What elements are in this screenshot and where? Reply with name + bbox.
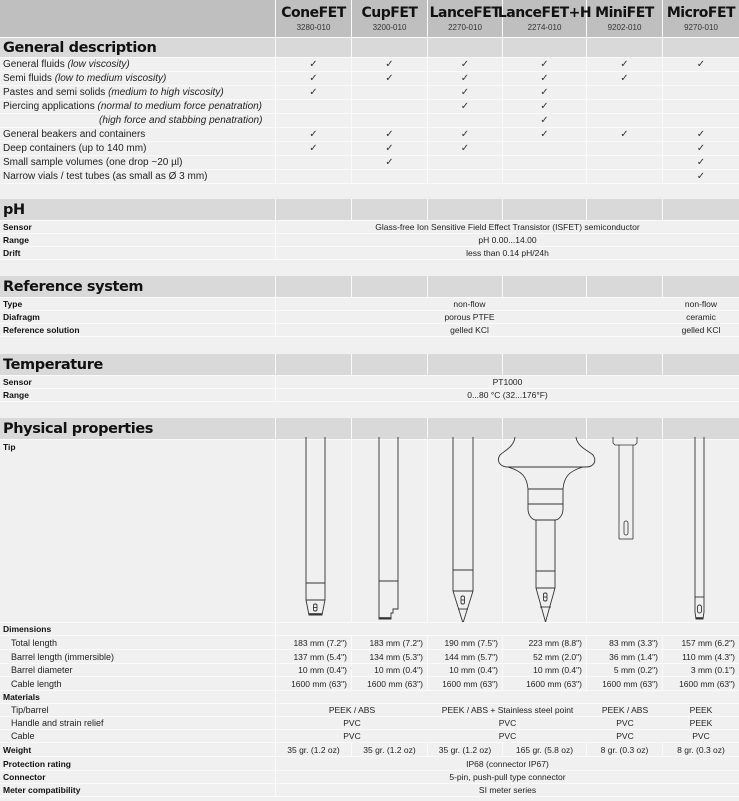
ph-drift-value: less than 0.14 pH/24h	[466, 248, 549, 258]
check-cell-conefet	[276, 156, 352, 169]
row-label	[0, 128, 276, 141]
row-label	[0, 142, 276, 155]
ref-solution-row	[0, 324, 739, 337]
row-label	[0, 114, 276, 127]
connector-row	[0, 771, 739, 784]
product-code: 2270-010	[448, 22, 482, 32]
product-name: CupFET	[361, 4, 418, 21]
cable-micro: PVC	[692, 731, 710, 741]
general-description-row	[0, 142, 739, 156]
check-cell-cupfet	[352, 142, 428, 155]
row-label: Range	[0, 389, 276, 401]
protection-value: IP68 (connector IP67)	[466, 759, 549, 769]
check-cell-cupfet	[352, 156, 428, 169]
row-label: Drift	[0, 247, 276, 259]
check-cell-microfet	[663, 128, 739, 141]
check-cell-lancefet	[428, 128, 503, 141]
row-label-text: Semi fluids	[3, 73, 55, 84]
dimension-value: 1600 mm (63")	[503, 677, 587, 690]
minifet-tip-icon	[613, 437, 637, 539]
check-cell-lancefet-hh	[503, 156, 587, 169]
general-description-row	[0, 100, 739, 114]
materials-tip-barrel-row	[0, 704, 739, 717]
checkmark-icon: ✓	[460, 73, 470, 84]
checkmark-icon: ✓	[696, 129, 706, 140]
dimension-value: 36 mm (1.4")	[587, 650, 663, 663]
checkmark-icon: ✓	[696, 171, 706, 182]
check-cell-microfet	[663, 142, 739, 155]
dimension-row-barrel-diameter	[0, 663, 739, 677]
ph-range-row	[0, 234, 739, 247]
tip-barrel-cone-cup: PEEK / ABS	[328, 705, 376, 715]
check-cell-cupfet	[352, 72, 428, 85]
section-ph	[0, 199, 739, 221]
check-cell-minifet	[587, 128, 663, 141]
check-cell-lancefet	[428, 156, 503, 169]
weight-value: 8 gr. (0.3 oz)	[677, 744, 725, 755]
weight-value: 8 gr. (0.3 oz)	[587, 743, 663, 756]
temp-range-value: 0...80 °C (32...176°F)	[467, 390, 548, 400]
materials-cable-row	[0, 730, 739, 743]
row-label-text: General beakers and containers	[3, 129, 146, 140]
check-cell-cupfet	[352, 170, 428, 183]
check-cell-lancefet-hh	[503, 58, 587, 71]
dimension-value: 52 mm (2.0")	[503, 650, 587, 663]
check-cell-lancefet-hh	[503, 114, 587, 127]
row-label-note: (low viscosity)	[67, 59, 130, 70]
weight-value: 35 gr. (1.2 oz)	[352, 743, 428, 756]
check-cell-minifet	[587, 170, 663, 183]
product-header-lancefet-h	[497, 0, 592, 37]
dimension-row-cable-length	[0, 677, 739, 691]
temp-sensor-row	[0, 376, 739, 389]
product-name: MiniFET	[595, 4, 654, 21]
checkmark-icon: ✓	[620, 73, 629, 84]
row-label	[0, 170, 276, 183]
row-label-note: (low to medium viscosity)	[54, 73, 167, 84]
row-label-text: Small sample volumes (one drop ~20 µl)	[3, 157, 183, 168]
product-header-cupfet	[352, 0, 428, 37]
section-title: Physical properties	[0, 418, 276, 439]
general-description-row	[0, 86, 739, 100]
cupfet-tip-icon	[379, 437, 398, 619]
check-cell-minifet	[587, 58, 663, 71]
dimension-value: 110 mm (4.3")	[682, 651, 735, 662]
lancefet-h-tip-icon	[498, 437, 594, 622]
row-label-note: (medium to high viscosity)	[108, 87, 224, 98]
temp-range-row	[0, 389, 739, 402]
check-cell-microfet	[663, 156, 739, 169]
row-label: Range	[0, 234, 276, 246]
ref-type-value: non-flow	[453, 299, 486, 309]
materials-header-row	[0, 691, 739, 704]
group-label: Materials	[0, 691, 276, 703]
handle-mini: PVC	[616, 718, 634, 728]
cable-mini: PVC	[616, 731, 634, 741]
ref-diafragm-value-micro: ceramic	[686, 312, 716, 322]
check-cell-conefet	[276, 72, 352, 85]
row-label	[0, 58, 276, 71]
checkmark-icon: ✓	[620, 129, 629, 140]
ref-solution-value: gelled KCl	[450, 325, 489, 335]
temp-sensor-value: PT1000	[492, 377, 523, 387]
handle-cone-cup: PVC	[343, 718, 361, 728]
dimension-value: 1600 mm (63")	[276, 677, 352, 690]
cable-cone-cup: PVC	[343, 731, 361, 741]
row-label: Total length	[0, 636, 276, 649]
meter-compatibility-value: SI meter series	[478, 785, 537, 795]
probe-tip-drawings	[0, 437, 739, 622]
dimension-value: 144 mm (5.7")	[428, 650, 503, 663]
weight-row	[0, 743, 739, 757]
check-cell-lancefet	[428, 58, 503, 71]
ph-drift-row	[0, 247, 739, 260]
dimension-value: 5 mm (0.2")	[587, 663, 663, 676]
materials-handle-row	[0, 717, 739, 730]
general-description-row	[0, 156, 739, 170]
check-cell-lancefet-hh	[503, 142, 587, 155]
product-header-conefet	[276, 0, 352, 37]
checkmark-icon: ✓	[385, 129, 394, 140]
dimension-value: 10 mm (0.4")	[352, 663, 428, 676]
product-header-microfet	[663, 0, 739, 37]
check-cell-conefet	[276, 114, 352, 127]
microfet-tip-icon	[695, 437, 704, 619]
weight-value: 35 gr. (1.2 oz)	[428, 743, 503, 756]
checkmark-icon: ✓	[309, 87, 318, 98]
section-title: Reference system	[0, 276, 276, 297]
tip-barrel-lance: PEEK / ABS + Stainless steel point	[441, 705, 574, 715]
group-label: Dimensions	[0, 623, 276, 635]
check-cell-microfet	[663, 86, 739, 99]
checkmark-icon: ✓	[309, 73, 318, 84]
ref-type-row	[0, 298, 739, 311]
row-label: Cable	[0, 730, 276, 742]
ph-sensor-row	[0, 221, 739, 234]
checkmark-icon: ✓	[540, 87, 549, 98]
checkmark-icon: ✓	[385, 73, 394, 84]
check-cell-lancefet-hh	[503, 170, 587, 183]
dimension-value: 10 mm (0.4")	[503, 663, 587, 676]
ref-solution-value-micro: gelled KCl	[681, 325, 721, 335]
checkmark-icon: ✓	[540, 59, 549, 70]
checkmark-icon: ✓	[309, 143, 318, 154]
row-label: Cable length	[0, 677, 276, 690]
check-cell-minifet	[587, 142, 663, 155]
ph-range-value: pH 0.00...14.00	[478, 235, 537, 245]
dimension-row-total-length	[0, 636, 739, 650]
product-name: MicroFET	[666, 4, 736, 21]
checkmark-icon: ✓	[385, 59, 394, 70]
check-cell-microfet	[663, 100, 739, 113]
ref-type-value-micro: non-flow	[684, 299, 718, 309]
dimension-value: 190 mm (7.5")	[428, 636, 503, 649]
dimension-value: 83 mm (3.3")	[587, 636, 663, 649]
dimension-value: 137 mm (5.4")	[276, 650, 352, 663]
weight-value: 165 gr. (5.8 oz)	[503, 743, 587, 756]
checkmark-icon: ✓	[696, 143, 706, 154]
product-name: LanceFET	[429, 4, 501, 21]
checkmark-icon: ✓	[385, 157, 394, 168]
row-label: Connector	[0, 771, 276, 783]
protection-row	[0, 758, 739, 771]
check-cell-conefet	[276, 128, 352, 141]
dimension-value: 1600 mm (63")	[428, 677, 503, 690]
section-title: pH	[0, 199, 276, 220]
row-label: Handle and strain relief	[0, 717, 276, 729]
row-label: Barrel length (immersible)	[0, 650, 276, 663]
row-label: Tip/barrel	[0, 704, 276, 716]
dimension-value: 3 mm (0.1")	[690, 664, 735, 675]
row-label-text: Narrow vials / test tubes (as small as Ø 3 mm)	[3, 171, 208, 182]
check-cell-conefet	[276, 58, 352, 71]
check-cell-lancefet	[428, 86, 503, 99]
check-cell-lancefet-hh	[503, 72, 587, 85]
section-title: Temperature	[0, 354, 276, 375]
header-blank	[0, 0, 276, 37]
checkmark-icon: ✓	[540, 101, 549, 112]
check-cell-conefet	[276, 86, 352, 99]
check-cell-microfet	[663, 72, 739, 85]
row-label-text: Pastes and semi solids	[3, 87, 109, 98]
row-label: Weight	[0, 743, 276, 756]
tip-barrel-mini: PEEK / ABS	[601, 705, 649, 715]
section-temperature	[0, 354, 739, 376]
product-name: ConeFET	[281, 4, 346, 21]
dimension-value: 157 mm (6.2")	[681, 637, 735, 648]
row-label	[0, 100, 276, 113]
lancefet-tip-icon	[453, 437, 473, 622]
section-general-description	[0, 38, 739, 58]
tip-barrel-micro: PEEK	[689, 705, 713, 715]
general-description-row	[0, 72, 739, 86]
product-code: 3200-010	[372, 22, 407, 32]
check-cell-microfet	[663, 58, 739, 71]
general-description-row	[0, 58, 739, 72]
general-description-row	[0, 128, 739, 142]
check-cell-lancefet	[428, 114, 503, 127]
row-label-text: Piercing applications	[3, 101, 98, 112]
check-cell-minifet	[587, 100, 663, 113]
row-label: Reference solution	[0, 324, 276, 336]
dimension-value: 10 mm (0.4")	[276, 663, 352, 676]
checkmark-icon: ✓	[540, 73, 549, 84]
dimension-value: 183 mm (7.2")	[352, 636, 428, 649]
row-label-text: General fluids	[3, 59, 68, 70]
cable-lance: PVC	[498, 731, 517, 741]
check-cell-conefet	[276, 142, 352, 155]
row-label: Barrel diameter	[0, 663, 276, 676]
product-code: 3280-010	[296, 22, 331, 32]
check-cell-lancefet	[428, 100, 503, 113]
section-reference-system	[0, 276, 739, 298]
product-code: 2274-010	[527, 22, 562, 32]
check-cell-conefet	[276, 100, 352, 113]
dimensions-header-row	[0, 623, 739, 636]
connector-value: 5-pin, push-pull type connector	[449, 772, 566, 782]
row-label-note: (high force and stabbing penatration)	[99, 115, 263, 126]
check-cell-microfet	[663, 170, 739, 183]
section-title: General description	[0, 38, 276, 57]
product-header-row	[0, 0, 739, 38]
check-cell-minifet	[587, 72, 663, 85]
dimension-value: 1600 mm (63")	[352, 677, 428, 690]
row-label: Sensor	[0, 376, 276, 388]
dimension-value: 134 mm (5.3")	[352, 650, 428, 663]
check-cell-minifet	[587, 86, 663, 99]
product-code: 9202-010	[607, 22, 642, 32]
row-label: Type	[0, 298, 276, 310]
check-cell-lancefet-hh	[503, 128, 587, 141]
handle-lance: PVC	[498, 718, 517, 728]
row-label	[0, 86, 276, 99]
check-cell-lancefet-hh	[503, 86, 587, 99]
checkmark-icon: ✓	[385, 143, 394, 154]
check-cell-lancefet-hh	[503, 100, 587, 113]
dimension-value: 223 mm (8.8")	[503, 636, 587, 649]
row-label-text: Deep containers (up to 140 mm)	[3, 143, 147, 154]
check-cell-lancefet	[428, 142, 503, 155]
ph-sensor-value: Glass-free Ion Sensitive Field Effect Transistor (ISFET) semiconductor	[375, 222, 640, 232]
checkmark-icon: ✓	[460, 59, 470, 70]
checkmark-icon: ✓	[460, 129, 470, 140]
check-cell-minifet	[587, 114, 663, 127]
checkmark-icon: ✓	[460, 143, 470, 154]
dimension-value: 1600 mm (63")	[587, 677, 663, 690]
product-code: 9270-010	[684, 22, 718, 32]
general-description-row	[0, 170, 739, 184]
row-label: Sensor	[0, 221, 276, 233]
checkmark-icon: ✓	[540, 115, 549, 126]
row-label-note: (normal to medium force penatration)	[97, 101, 263, 112]
handle-micro: PEEK	[689, 718, 713, 728]
dimension-value: 183 mm (7.2")	[276, 636, 352, 649]
check-cell-cupfet	[352, 114, 428, 127]
product-header-minifet	[587, 0, 663, 37]
ref-diafragm-row	[0, 311, 739, 324]
check-cell-cupfet	[352, 86, 428, 99]
checkmark-icon: ✓	[460, 87, 470, 98]
product-name: LanceFET+H	[497, 4, 592, 21]
row-label: Diafragm	[0, 311, 276, 323]
checkmark-icon: ✓	[696, 59, 706, 70]
meter-compatibility-row	[0, 784, 739, 797]
row-label: Meter compatibility	[0, 784, 276, 796]
check-cell-cupfet	[352, 58, 428, 71]
check-cell-cupfet	[352, 100, 428, 113]
checkmark-icon: ✓	[460, 101, 470, 112]
ref-diafragm-value: porous PTFE	[444, 312, 495, 322]
check-cell-conefet	[276, 170, 352, 183]
checkmark-icon: ✓	[309, 129, 318, 140]
general-description-row	[0, 114, 739, 128]
check-cell-cupfet	[352, 128, 428, 141]
conefet-tip-icon	[306, 437, 325, 615]
checkmark-icon: ✓	[309, 59, 318, 70]
checkmark-icon: ✓	[620, 59, 629, 70]
checkmark-icon: ✓	[540, 129, 549, 140]
dimension-value: 1600 mm (63")	[679, 678, 735, 689]
check-cell-microfet	[663, 114, 739, 127]
check-cell-lancefet	[428, 170, 503, 183]
row-label	[0, 72, 276, 85]
row-label: Protection rating	[0, 758, 276, 770]
weight-value: 35 gr. (1.2 oz)	[276, 743, 352, 756]
dimension-value: 10 mm (0.4")	[428, 663, 503, 676]
row-label: Tip	[0, 440, 276, 622]
check-cell-minifet	[587, 156, 663, 169]
product-header-lancefet	[428, 0, 503, 37]
check-cell-lancefet	[428, 72, 503, 85]
checkmark-icon: ✓	[696, 157, 706, 168]
row-label	[0, 156, 276, 169]
dimension-row-barrel-length	[0, 650, 739, 664]
